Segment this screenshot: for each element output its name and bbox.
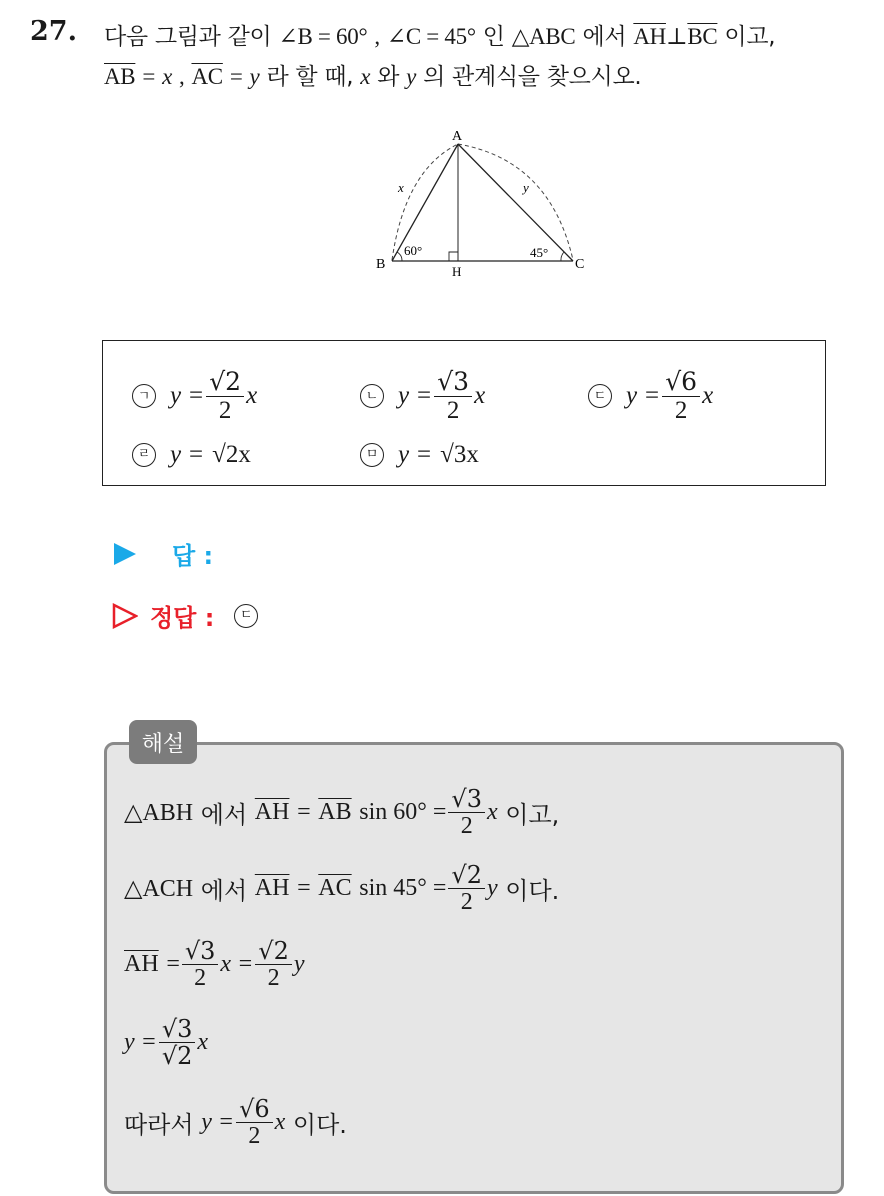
- choice-lhs: y =: [398, 382, 433, 409]
- label-h: H: [452, 264, 462, 279]
- fraction-den: 2: [267, 965, 280, 992]
- choice-lhs: y =: [398, 440, 433, 468]
- answer-label: 답 :: [172, 542, 214, 570]
- triangle-figure: [360, 120, 600, 290]
- choice-mark-4: ㄹ: [132, 443, 156, 467]
- sol-lhs: y =: [201, 1109, 235, 1136]
- label-c: C: [575, 257, 585, 272]
- triangle-abc: △ABC: [511, 24, 576, 49]
- question-number: 27.: [30, 16, 77, 47]
- sol-eq: =: [166, 951, 180, 978]
- sol-var: x =: [220, 951, 254, 978]
- choice-4[interactable]: [132, 440, 251, 469]
- sol-eq: =: [297, 875, 311, 902]
- question-line-2: [104, 58, 641, 91]
- correct-mark: ㄷ: [234, 604, 258, 628]
- sol-fraction: [448, 786, 485, 840]
- sol-seg: $\overline{AB}$: [318, 799, 352, 826]
- sol-seg: $\overline{AH}$: [254, 799, 290, 826]
- sol-seg: $\overline{AH}$: [254, 875, 290, 902]
- label-b: B: [376, 257, 386, 272]
- sol-tri: △ABH: [124, 800, 194, 827]
- question-text: 다음 그림과 같이: [104, 24, 272, 50]
- fraction-den: 2: [460, 889, 473, 916]
- solution-tag: 해설: [129, 720, 197, 764]
- question-text: 의 관계식을 찾으시오.: [423, 64, 642, 90]
- question-text: 라 할 때,: [266, 64, 354, 90]
- fraction-num: √3: [448, 786, 485, 813]
- choice-var: x: [246, 382, 258, 409]
- solution-line-1: [124, 786, 559, 840]
- sol-fraction: [159, 1016, 196, 1070]
- side-ac: [458, 144, 573, 261]
- sol-text: 에서: [200, 801, 248, 830]
- side-ab: [392, 144, 458, 261]
- choice-expr: √2x: [212, 440, 251, 468]
- fraction-den: 2: [218, 396, 232, 424]
- sol-trig: sin 60° =: [359, 799, 447, 826]
- perp-symbol: ⊥: [665, 24, 688, 49]
- solution-line-2: [124, 862, 559, 916]
- fraction-num: √6: [662, 368, 700, 397]
- answer-blank-row: [112, 536, 213, 571]
- label-angle-b: 60°: [404, 243, 423, 258]
- fraction-num: √2: [255, 938, 292, 965]
- question-text: 에서: [582, 24, 627, 50]
- fraction-den: 2: [460, 813, 473, 840]
- sol-lhs: y =: [124, 1029, 157, 1056]
- choice-var: x: [702, 382, 714, 409]
- fraction-den: 2: [674, 396, 688, 424]
- sol-trig: sin 45° =: [359, 875, 447, 902]
- segment-ab: $\overline{AB}$: [104, 64, 136, 89]
- sol-text: 따라서: [124, 1111, 194, 1140]
- answer-correct-row: [112, 598, 272, 633]
- choice-5[interactable]: [360, 440, 479, 469]
- question-text: 이고,: [724, 24, 776, 50]
- sol-var: x: [486, 799, 498, 826]
- angle-b: ∠B = 60°: [278, 24, 368, 49]
- angle-arc-b: [397, 252, 402, 261]
- label-angle-c: 45°: [530, 245, 549, 260]
- separator: ,: [374, 24, 380, 49]
- fraction-den: 2: [446, 396, 460, 424]
- question-text: 인: [482, 24, 505, 50]
- fraction-num: √3: [182, 938, 219, 965]
- solution-line-4: [124, 1016, 208, 1070]
- choice-fraction: [434, 368, 472, 424]
- sol-var: x: [274, 1109, 286, 1136]
- correct-label: 정답 :: [150, 604, 215, 632]
- sol-fraction: [448, 862, 485, 916]
- choice-fraction: [206, 368, 244, 424]
- segment-bc: $\overline{BC}$: [687, 24, 718, 49]
- fraction-num: √3: [159, 1016, 196, 1043]
- choice-expr: √3x: [440, 440, 479, 468]
- sol-fraction: [255, 938, 292, 992]
- fraction-num: √6: [236, 1096, 273, 1123]
- right-angle-mark: [449, 252, 458, 261]
- sol-seg: $\overline{AC}$: [318, 875, 352, 902]
- question-text: 와: [377, 64, 400, 90]
- choice-lhs: y =: [170, 440, 205, 468]
- sol-text: 에서: [200, 877, 248, 906]
- choice-var: x: [474, 382, 486, 409]
- choice-fraction: [662, 368, 700, 424]
- solution-line-5: [124, 1096, 347, 1150]
- label-a: A: [452, 129, 463, 144]
- label-y: y: [523, 180, 529, 195]
- sol-fraction: [182, 938, 219, 992]
- sol-var: x: [197, 1029, 209, 1056]
- sol-fraction: [236, 1096, 273, 1150]
- choice-mark-3: ㄷ: [588, 384, 612, 408]
- outline-triangle-icon: [112, 603, 138, 629]
- var-x: x: [360, 64, 371, 89]
- sol-text: 이다.: [292, 1111, 347, 1140]
- filled-triangle-icon: [112, 541, 138, 567]
- equals: =: [229, 64, 243, 89]
- fraction-num: √2: [206, 368, 244, 397]
- fraction-den: 2: [248, 1123, 261, 1150]
- question-line-1: [104, 18, 775, 51]
- var-x: x: [162, 64, 172, 89]
- sol-text: 이다.: [505, 877, 560, 906]
- solution-line-3: [124, 938, 305, 992]
- fraction-den: 2: [194, 965, 207, 992]
- equals: =: [142, 64, 156, 89]
- choice-mark-1: ㄱ: [132, 384, 156, 408]
- sol-text: 이고,: [505, 801, 560, 830]
- fraction-num: √3: [434, 368, 472, 397]
- choice-2[interactable]: [360, 368, 485, 424]
- choice-mark-2: ㄴ: [360, 384, 384, 408]
- choice-lhs: y =: [170, 382, 205, 409]
- var-y: y: [406, 64, 417, 89]
- separator: ,: [179, 64, 185, 89]
- choice-3[interactable]: [588, 368, 713, 424]
- choice-mark-5: ㅁ: [360, 443, 384, 467]
- label-x: x: [398, 180, 404, 195]
- segment-ac: $\overline{AC}$: [191, 64, 223, 89]
- fraction-den: √2: [161, 1042, 193, 1071]
- choice-1[interactable]: [132, 368, 257, 424]
- fraction-num: √2: [448, 862, 485, 889]
- angle-arc-c: [561, 252, 564, 261]
- var-y: y: [249, 64, 260, 89]
- sol-seg: $\overline{AH}$: [124, 951, 159, 978]
- sol-tri: △ACH: [124, 876, 194, 903]
- angle-c: ∠C = 45°: [386, 24, 476, 49]
- sol-var: y: [486, 875, 498, 902]
- choice-lhs: y =: [626, 382, 661, 409]
- segment-ah: $\overline{AH}$: [633, 24, 666, 49]
- sol-eq: =: [297, 799, 311, 826]
- sol-var: y: [293, 951, 305, 978]
